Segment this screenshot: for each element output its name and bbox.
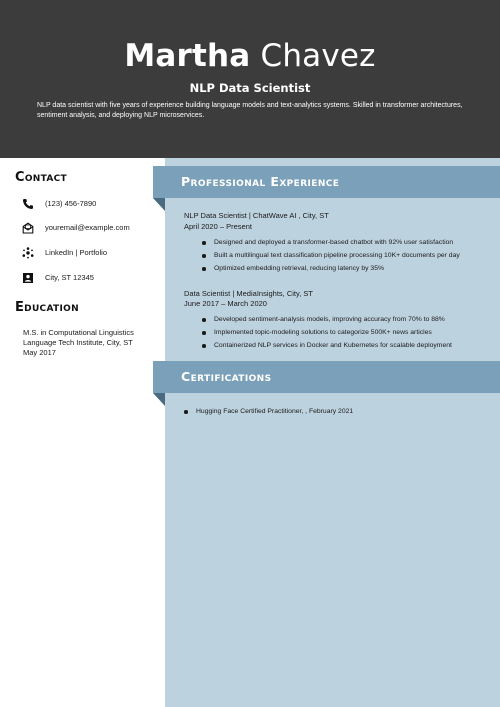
location-text: City, ST 12345 xyxy=(45,273,94,282)
last-name: Chavez xyxy=(260,38,376,74)
education-heading: Education xyxy=(15,300,79,315)
bullet-dot xyxy=(202,267,206,271)
certifications-heading: Certifications xyxy=(181,369,272,384)
header xyxy=(0,0,500,158)
first-name: Martha xyxy=(124,38,251,74)
full-name xyxy=(0,38,500,74)
summary: NLP data scientist with five years of experience building language models and text-analytics systems. Skilled in transformer architectures, sentiment analysis, and deploying NLP microservices. xyxy=(37,102,463,119)
phone-icon xyxy=(22,198,34,210)
experience-heading: Professional Experience xyxy=(181,174,340,189)
email-icon xyxy=(22,222,34,234)
job-title: NLP Data Scientist xyxy=(189,81,311,95)
job-2-title: Data Scientist | MediaInsights, City, ST xyxy=(184,289,313,298)
location-icon xyxy=(22,272,34,284)
email-text[interactable]: youremail@example.com xyxy=(45,223,130,232)
bullet-dot xyxy=(202,344,206,348)
contact-location xyxy=(22,272,162,286)
job-1-dates: April 2020 – Present xyxy=(184,222,252,231)
job-1-title: NLP Data Scientist | ChatWave AI , City, ST xyxy=(184,211,329,220)
contact-heading: Contact xyxy=(15,170,67,185)
education-degree: M.S. in Computational Linguistics xyxy=(23,328,134,337)
link-icon xyxy=(22,247,34,259)
certifications-band-fold xyxy=(153,393,165,406)
links-text[interactable]: LinkedIn | Portfolio xyxy=(45,248,107,257)
bullet-dot xyxy=(184,410,188,414)
bullet-dot xyxy=(202,318,206,322)
education-entry xyxy=(23,328,163,358)
bullet-dot xyxy=(202,331,206,335)
experience-band-fold xyxy=(153,198,165,211)
education-school: Language Tech Institute, City, ST xyxy=(23,338,133,347)
contact-phone xyxy=(22,198,162,212)
job-2-dates: June 2017 – March 2020 xyxy=(184,299,267,308)
phone-text: (123) 456-7890 xyxy=(45,199,97,208)
education-date: May 2017 xyxy=(23,348,56,357)
contact-email xyxy=(22,222,162,236)
contact-links xyxy=(22,247,162,261)
bullet-dot xyxy=(202,241,206,245)
bullet-dot xyxy=(202,254,206,258)
